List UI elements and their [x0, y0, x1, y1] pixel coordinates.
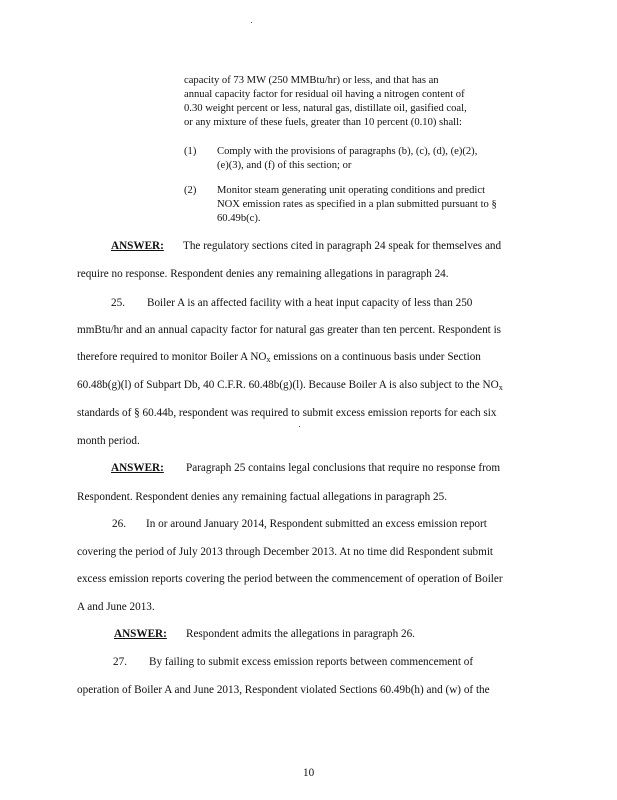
paragraph-text: Boiler A is an affected facility with a heat input capacity of less than 250	[147, 297, 473, 309]
quote-item-number: (2)	[184, 185, 197, 196]
paragraph-text: By failing to submit excess emission reports between commencement of	[149, 656, 474, 668]
answer-text: The regulatory sections cited in paragraph 24 speak for themselves and	[183, 240, 502, 252]
paragraph-text-part: therefore required to monitor Boiler A NO	[77, 351, 267, 363]
scan-speck	[299, 426, 300, 427]
answer-text: Paragraph 25 contains legal conclusions that require no response from	[186, 462, 501, 474]
quote-line: capacity of 73 MW (250 MMBtu/hr) or less, and that has an	[184, 75, 439, 86]
quote-line: 0.30 weight percent or less, natural gas, distillate oil, gasified coal,	[184, 103, 467, 114]
paragraph-text: In or around January 2014, Respondent submitted an excess emission report	[146, 518, 487, 530]
paragraph-text: operation of Boiler A and June 2013, Respondent violated Sections 60.49b(h) and (w) of the	[77, 684, 490, 696]
scan-speck	[251, 22, 252, 23]
paragraph-text: excess emission reports covering the period between the commencement of operation of Boiler	[77, 573, 503, 585]
paragraph-text-part: 60.48b(g)(l) of Subpart Db, 40 C.F.R. 60.48b(g)(l). Because Boiler A is also subject to the NO	[77, 379, 499, 391]
paragraph-text: covering the period of July 2013 through December 2013. At no time did Respondent submit	[77, 546, 494, 558]
paragraph-text: mmBtu/hr and an annual capacity factor for natural gas greater than ten percent. Respondent is	[77, 324, 502, 336]
answer-label: ANSWER:	[114, 628, 167, 640]
quote-line: annual capacity factor for residual oil having a nitrogen content of	[184, 89, 465, 100]
quote-item-number: (1)	[184, 146, 197, 157]
paragraph-number: 27.	[113, 656, 127, 668]
quote-item-line: 60.49b(c).	[217, 213, 261, 224]
quote-item-line: Comply with the provisions of paragraphs (b), (c), (d), (e)(2),	[217, 146, 478, 157]
answer-text: require no response. Respondent denies any remaining allegations in paragraph 24.	[77, 268, 449, 280]
paragraph-text: month period.	[77, 435, 140, 447]
paragraph-text: standards of § 60.44b, respondent was required to submit excess emission reports for each six	[77, 407, 497, 419]
quote-item-line: (e)(3), and (f) of this section; or	[217, 160, 352, 171]
paragraph-text-part: emissions on a continuous basis under Section	[270, 351, 481, 363]
answer-label: ANSWER:	[111, 240, 164, 252]
paragraph-number: 25.	[111, 297, 125, 309]
quote-item-line: Monitor steam generating unit operating conditions and predict	[217, 185, 486, 196]
answer-text: Respondent admits the allegations in paragraph 26.	[186, 628, 415, 640]
paragraph-text: A and June 2013.	[77, 601, 155, 613]
paragraph-number: 26.	[112, 518, 126, 530]
quote-item-line: NOX emission rates as specified in a plan submitted pursuant to §	[217, 199, 497, 210]
paragraph-text	[77, 351, 481, 364]
answer-label: ANSWER:	[111, 462, 164, 474]
subscript-x: x	[266, 355, 271, 364]
page-number: 10	[303, 767, 315, 779]
answer-text: Respondent. Respondent denies any remaining factual allegations in paragraph 25.	[77, 491, 448, 503]
paragraph-text	[77, 379, 503, 392]
subscript-x: x	[498, 383, 503, 392]
quote-line: or any mixture of these fuels, greater than 10 percent (0.10) shall:	[184, 117, 462, 128]
